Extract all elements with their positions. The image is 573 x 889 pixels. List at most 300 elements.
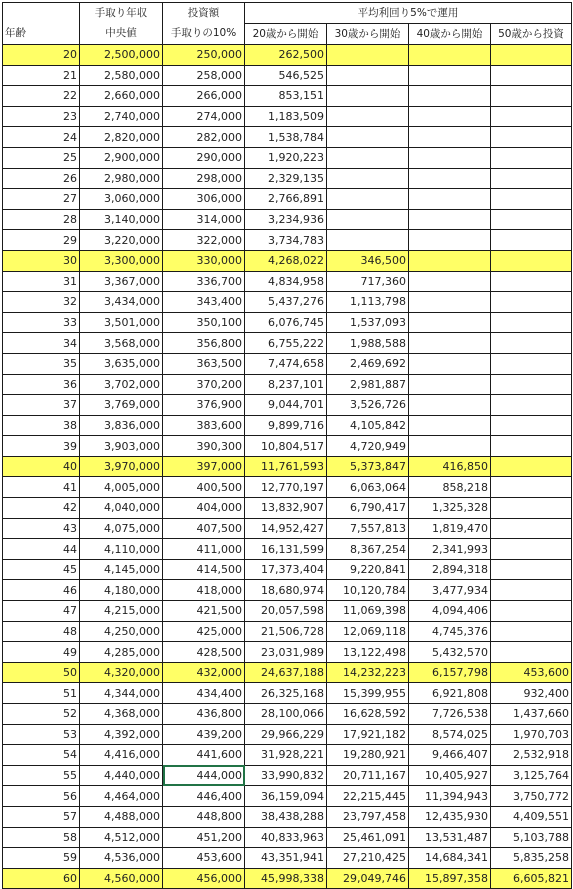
- cell-start-40[interactable]: [409, 65, 491, 86]
- cell-income[interactable]: 4,215,000: [80, 601, 163, 622]
- cell-start-50[interactable]: [491, 477, 572, 498]
- cell-income[interactable]: 2,900,000: [80, 147, 163, 168]
- header-income-top[interactable]: 手取り年収: [80, 3, 163, 24]
- cell-age[interactable]: 47: [3, 601, 80, 622]
- cell-start-40[interactable]: 6,921,808: [409, 683, 491, 704]
- cell-start-50[interactable]: [491, 415, 572, 436]
- cell-start-20[interactable]: 3,734,783: [245, 230, 327, 251]
- cell-age[interactable]: 31: [3, 271, 80, 292]
- cell-start-40[interactable]: [409, 168, 491, 189]
- cell-age[interactable]: 39: [3, 436, 80, 457]
- cell-start-40[interactable]: 4,745,376: [409, 621, 491, 642]
- cell-start-40[interactable]: 9,466,407: [409, 745, 491, 766]
- cell-start-50[interactable]: [491, 189, 572, 210]
- cell-start-40[interactable]: 1,325,328: [409, 498, 491, 519]
- cell-start-30[interactable]: 13,122,498: [327, 642, 409, 663]
- cell-start-50[interactable]: 5,103,788: [491, 827, 572, 848]
- cell-invest[interactable]: 298,000: [163, 168, 245, 189]
- cell-start-30[interactable]: 27,210,425: [327, 848, 409, 869]
- table-row: [3, 395, 572, 416]
- cell-start-50[interactable]: [491, 45, 572, 66]
- header-start-20[interactable]: 20歳から開始: [245, 24, 327, 45]
- cell-start-40[interactable]: [409, 353, 491, 374]
- cell-start-30[interactable]: [327, 45, 409, 66]
- cell-start-50[interactable]: [491, 127, 572, 148]
- table-row: [3, 827, 572, 848]
- cell-age[interactable]: 49: [3, 642, 80, 663]
- cell-invest[interactable]: 350,100: [163, 312, 245, 333]
- cell-age[interactable]: 21: [3, 65, 80, 86]
- cell-age[interactable]: 20: [3, 45, 80, 66]
- cell-start-20[interactable]: 12,770,197: [245, 477, 327, 498]
- cell-start-40[interactable]: [409, 395, 491, 416]
- cell-start-30[interactable]: [327, 106, 409, 127]
- cell-start-40[interactable]: [409, 45, 491, 66]
- cell-start-30[interactable]: [327, 86, 409, 107]
- cell-age[interactable]: 28: [3, 209, 80, 230]
- cell-age[interactable]: 46: [3, 580, 80, 601]
- cell-start-30[interactable]: 20,711,167: [327, 765, 409, 786]
- cell-income[interactable]: 3,140,000: [80, 209, 163, 230]
- cell-start-50[interactable]: [491, 353, 572, 374]
- cell-invest[interactable]: 441,600: [163, 745, 245, 766]
- cell-income[interactable]: 4,250,000: [80, 621, 163, 642]
- cell-start-40[interactable]: 2,341,993: [409, 539, 491, 560]
- cell-start-30[interactable]: 23,797,458: [327, 806, 409, 827]
- cell-invest[interactable]: 425,000: [163, 621, 245, 642]
- cell-start-50[interactable]: [491, 518, 572, 539]
- cell-start-50[interactable]: 453,600: [491, 662, 572, 683]
- header-income-median[interactable]: 中央値: [80, 24, 163, 45]
- cell-start-50[interactable]: [491, 395, 572, 416]
- cell-start-40[interactable]: 10,405,927: [409, 765, 491, 786]
- cell-start-50[interactable]: [491, 539, 572, 560]
- cell-start-50[interactable]: 3,125,764: [491, 765, 572, 786]
- cell-invest[interactable]: 336,700: [163, 271, 245, 292]
- cell-start-40[interactable]: [409, 374, 491, 395]
- cell-income[interactable]: 4,005,000: [80, 477, 163, 498]
- cell-start-40[interactable]: 13,531,487: [409, 827, 491, 848]
- cell-invest[interactable]: 448,800: [163, 806, 245, 827]
- cell-age[interactable]: 26: [3, 168, 80, 189]
- cell-start-50[interactable]: [491, 209, 572, 230]
- cell-start-30[interactable]: 4,105,842: [327, 415, 409, 436]
- cell-start-30[interactable]: 7,557,813: [327, 518, 409, 539]
- cell-start-50[interactable]: [491, 621, 572, 642]
- cell-income[interactable]: 3,220,000: [80, 230, 163, 251]
- cell-start-30[interactable]: 1,113,798: [327, 292, 409, 313]
- cell-income[interactable]: 4,464,000: [80, 786, 163, 807]
- cell-invest[interactable]: 314,000: [163, 209, 245, 230]
- cell-invest[interactable]: 306,000: [163, 189, 245, 210]
- cell-invest[interactable]: 421,500: [163, 601, 245, 622]
- cell-start-20[interactable]: 7,474,658: [245, 353, 327, 374]
- cell-start-40[interactable]: [409, 292, 491, 313]
- cell-start-50[interactable]: [491, 106, 572, 127]
- cell-start-30[interactable]: 2,981,887: [327, 374, 409, 395]
- cell-income[interactable]: 3,060,000: [80, 189, 163, 210]
- cell-start-30[interactable]: 15,399,955: [327, 683, 409, 704]
- cell-start-50[interactable]: [491, 312, 572, 333]
- header-yield-merged[interactable]: 平均利回り5%で運用: [245, 3, 572, 24]
- cell-start-20[interactable]: 36,159,094: [245, 786, 327, 807]
- cell-invest[interactable]: 266,000: [163, 86, 245, 107]
- cell-start-50[interactable]: 5,835,258: [491, 848, 572, 869]
- cell-age[interactable]: 38: [3, 415, 80, 436]
- cell-start-50[interactable]: [491, 65, 572, 86]
- cell-invest[interactable]: 274,000: [163, 106, 245, 127]
- cell-age[interactable]: 45: [3, 559, 80, 580]
- cell-start-20[interactable]: 38,438,288: [245, 806, 327, 827]
- cell-start-30[interactable]: [327, 189, 409, 210]
- cell-start-40[interactable]: 6,157,798: [409, 662, 491, 683]
- cell-start-40[interactable]: 15,897,358: [409, 868, 491, 889]
- cell-age[interactable]: 53: [3, 724, 80, 745]
- cell-start-40[interactable]: [409, 189, 491, 210]
- cell-start-20[interactable]: 40,833,963: [245, 827, 327, 848]
- cell-start-40[interactable]: 3,477,934: [409, 580, 491, 601]
- cell-age[interactable]: 24: [3, 127, 80, 148]
- cell-age[interactable]: 27: [3, 189, 80, 210]
- cell-age[interactable]: 51: [3, 683, 80, 704]
- cell-start-30[interactable]: 9,220,841: [327, 559, 409, 580]
- cell-start-30[interactable]: [327, 209, 409, 230]
- cell-start-50[interactable]: [491, 292, 572, 313]
- cell-start-50[interactable]: 932,400: [491, 683, 572, 704]
- header-start-50[interactable]: 50歳から投資: [491, 24, 572, 45]
- cell-start-20[interactable]: 26,325,168: [245, 683, 327, 704]
- cell-income[interactable]: 4,560,000: [80, 868, 163, 889]
- cell-start-30[interactable]: 5,373,847: [327, 456, 409, 477]
- cell-age[interactable]: 58: [3, 827, 80, 848]
- cell-start-50[interactable]: [491, 250, 572, 271]
- cell-start-30[interactable]: 25,461,091: [327, 827, 409, 848]
- cell-start-20[interactable]: 24,637,188: [245, 662, 327, 683]
- cell-age[interactable]: 36: [3, 374, 80, 395]
- cell-age[interactable]: 52: [3, 704, 80, 725]
- cell-start-40[interactable]: [409, 209, 491, 230]
- cell-start-20[interactable]: 1,920,223: [245, 147, 327, 168]
- cell-start-20[interactable]: 853,151: [245, 86, 327, 107]
- cell-start-20[interactable]: 28,100,066: [245, 704, 327, 725]
- cell-invest[interactable]: 453,600: [163, 848, 245, 869]
- cell-start-30[interactable]: 14,232,223: [327, 662, 409, 683]
- cell-start-50[interactable]: 4,409,551: [491, 806, 572, 827]
- cell-income[interactable]: 4,488,000: [80, 806, 163, 827]
- cell-start-40[interactable]: 14,684,341: [409, 848, 491, 869]
- cell-start-20[interactable]: 43,351,941: [245, 848, 327, 869]
- header-start-40[interactable]: 40歳から開始: [409, 24, 491, 45]
- cell-age[interactable]: 30: [3, 250, 80, 271]
- cell-invest[interactable]: 436,800: [163, 704, 245, 725]
- cell-invest[interactable]: 456,000: [163, 868, 245, 889]
- cell-invest[interactable]: 446,400: [163, 786, 245, 807]
- cell-invest[interactable]: 356,800: [163, 333, 245, 354]
- cell-start-40[interactable]: 416,850: [409, 456, 491, 477]
- cell-invest[interactable]: 322,000: [163, 230, 245, 251]
- cell-income[interactable]: 2,580,000: [80, 65, 163, 86]
- cell-start-50[interactable]: [491, 168, 572, 189]
- cell-income[interactable]: 4,110,000: [80, 539, 163, 560]
- cell-start-50[interactable]: [491, 230, 572, 251]
- cell-invest[interactable]: 290,000: [163, 147, 245, 168]
- cell-start-40[interactable]: 5,432,570: [409, 642, 491, 663]
- cell-invest[interactable]: 383,600: [163, 415, 245, 436]
- cell-start-40[interactable]: 4,094,406: [409, 601, 491, 622]
- cell-age[interactable]: 54: [3, 745, 80, 766]
- cell-invest[interactable]: 370,200: [163, 374, 245, 395]
- cell-start-30[interactable]: 1,537,093: [327, 312, 409, 333]
- cell-start-30[interactable]: [327, 230, 409, 251]
- cell-invest[interactable]: 282,000: [163, 127, 245, 148]
- cell-invest[interactable]: 330,000: [163, 250, 245, 271]
- cell-start-20[interactable]: 23,031,989: [245, 642, 327, 663]
- cell-age[interactable]: 60: [3, 868, 80, 889]
- cell-invest[interactable]: 411,000: [163, 539, 245, 560]
- cell-start-30[interactable]: 12,069,118: [327, 621, 409, 642]
- cell-start-20[interactable]: 5,437,276: [245, 292, 327, 313]
- cell-start-30[interactable]: 10,120,784: [327, 580, 409, 601]
- cell-start-40[interactable]: 7,726,538: [409, 704, 491, 725]
- cell-start-40[interactable]: [409, 312, 491, 333]
- cell-income[interactable]: 3,970,000: [80, 456, 163, 477]
- cell-start-30[interactable]: 16,628,592: [327, 704, 409, 725]
- cell-invest[interactable]: 343,400: [163, 292, 245, 313]
- cell-income[interactable]: 4,180,000: [80, 580, 163, 601]
- cell-age[interactable]: 44: [3, 539, 80, 560]
- cell-start-30[interactable]: 2,469,692: [327, 353, 409, 374]
- cell-start-40[interactable]: 11,394,943: [409, 786, 491, 807]
- cell-start-30[interactable]: 1,988,588: [327, 333, 409, 354]
- cell-age[interactable]: 43: [3, 518, 80, 539]
- cell-start-30[interactable]: 6,790,417: [327, 498, 409, 519]
- cell-start-20[interactable]: 17,373,404: [245, 559, 327, 580]
- cell-start-50[interactable]: [491, 559, 572, 580]
- cell-start-40[interactable]: [409, 147, 491, 168]
- cell-income[interactable]: 3,300,000: [80, 250, 163, 271]
- cell-start-20[interactable]: 6,076,745: [245, 312, 327, 333]
- cell-start-50[interactable]: 3,750,772: [491, 786, 572, 807]
- cell-invest[interactable]: 404,000: [163, 498, 245, 519]
- cell-start-50[interactable]: [491, 147, 572, 168]
- cell-age[interactable]: 37: [3, 395, 80, 416]
- cell-income[interactable]: 4,536,000: [80, 848, 163, 869]
- cell-start-20[interactable]: 21,506,728: [245, 621, 327, 642]
- cell-start-50[interactable]: [491, 498, 572, 519]
- cell-age[interactable]: 23: [3, 106, 80, 127]
- cell-invest[interactable]: 376,900: [163, 395, 245, 416]
- cell-start-50[interactable]: [491, 86, 572, 107]
- cell-income[interactable]: 2,500,000: [80, 45, 163, 66]
- cell-age[interactable]: 22: [3, 86, 80, 107]
- cell-start-30[interactable]: 29,049,746: [327, 868, 409, 889]
- cell-start-20[interactable]: 16,131,599: [245, 539, 327, 560]
- cell-start-40[interactable]: [409, 250, 491, 271]
- cell-start-20[interactable]: 45,998,338: [245, 868, 327, 889]
- cell-start-40[interactable]: [409, 333, 491, 354]
- cell-start-20[interactable]: 10,804,517: [245, 436, 327, 457]
- cell-invest[interactable]: 428,500: [163, 642, 245, 663]
- cell-start-50[interactable]: [491, 601, 572, 622]
- cell-start-30[interactable]: 6,063,064: [327, 477, 409, 498]
- cell-start-50[interactable]: [491, 436, 572, 457]
- cell-invest[interactable]: 390,300: [163, 436, 245, 457]
- cell-start-30[interactable]: 4,720,949: [327, 436, 409, 457]
- cell-age[interactable]: 29: [3, 230, 80, 251]
- cell-start-40[interactable]: 2,894,318: [409, 559, 491, 580]
- cell-start-40[interactable]: [409, 230, 491, 251]
- cell-start-20[interactable]: 13,832,907: [245, 498, 327, 519]
- cell-start-20[interactable]: 2,766,891: [245, 189, 327, 210]
- cell-age[interactable]: 50: [3, 662, 80, 683]
- cell-start-30[interactable]: 19,280,921: [327, 745, 409, 766]
- cell-age[interactable]: 42: [3, 498, 80, 519]
- cell-age[interactable]: 25: [3, 147, 80, 168]
- cell-start-40[interactable]: [409, 127, 491, 148]
- cell-income[interactable]: 3,903,000: [80, 436, 163, 457]
- cell-start-30[interactable]: [327, 147, 409, 168]
- cell-start-40[interactable]: [409, 86, 491, 107]
- cell-income[interactable]: 4,368,000: [80, 704, 163, 725]
- cell-income[interactable]: 2,980,000: [80, 168, 163, 189]
- cell-start-20[interactable]: 4,268,022: [245, 250, 327, 271]
- cell-start-40[interactable]: [409, 436, 491, 457]
- cell-income[interactable]: 4,512,000: [80, 827, 163, 848]
- cell-income[interactable]: 4,416,000: [80, 745, 163, 766]
- cell-start-30[interactable]: [327, 127, 409, 148]
- cell-start-30[interactable]: 11,069,398: [327, 601, 409, 622]
- cell-start-40[interactable]: 8,574,025: [409, 724, 491, 745]
- cell-start-20[interactable]: 2,329,135: [245, 168, 327, 189]
- cell-start-20[interactable]: 6,755,222: [245, 333, 327, 354]
- cell-start-20[interactable]: 8,237,101: [245, 374, 327, 395]
- cell-start-20[interactable]: 9,044,701: [245, 395, 327, 416]
- cell-invest[interactable]: 407,500: [163, 518, 245, 539]
- cell-start-50[interactable]: 1,970,703: [491, 724, 572, 745]
- cell-start-20[interactable]: 11,761,593: [245, 456, 327, 477]
- cell-start-20[interactable]: 18,680,974: [245, 580, 327, 601]
- cell-income[interactable]: 3,702,000: [80, 374, 163, 395]
- cell-invest[interactable]: 397,000: [163, 456, 245, 477]
- header-invest-10pct[interactable]: 手取りの10%: [163, 24, 245, 45]
- cell-start-30[interactable]: [327, 65, 409, 86]
- cell-invest[interactable]: 439,200: [163, 724, 245, 745]
- cell-age[interactable]: 32: [3, 292, 80, 313]
- cell-age[interactable]: 34: [3, 333, 80, 354]
- cell-start-50[interactable]: 2,532,918: [491, 745, 572, 766]
- cell-invest[interactable]: 432,000: [163, 662, 245, 683]
- cell-age[interactable]: 40: [3, 456, 80, 477]
- cell-income[interactable]: 4,040,000: [80, 498, 163, 519]
- cell-income[interactable]: 3,367,000: [80, 271, 163, 292]
- cell-age[interactable]: 57: [3, 806, 80, 827]
- cell-start-50[interactable]: [491, 642, 572, 663]
- header-age-top-cell[interactable]: [3, 3, 80, 24]
- cell-start-40[interactable]: 12,435,930: [409, 806, 491, 827]
- cell-age[interactable]: 35: [3, 353, 80, 374]
- cell-start-30[interactable]: 3,526,726: [327, 395, 409, 416]
- cell-age[interactable]: 33: [3, 312, 80, 333]
- header-age[interactable]: 年齢: [3, 24, 80, 45]
- header-invest-top[interactable]: 投資額: [163, 3, 245, 24]
- cell-income[interactable]: 2,820,000: [80, 127, 163, 148]
- cell-start-30[interactable]: 717,360: [327, 271, 409, 292]
- cell-start-50[interactable]: [491, 333, 572, 354]
- cell-invest[interactable]: 258,000: [163, 65, 245, 86]
- cell-income[interactable]: 3,501,000: [80, 312, 163, 333]
- cell-age[interactable]: 41: [3, 477, 80, 498]
- cell-invest[interactable]: 363,500: [163, 353, 245, 374]
- cell-start-20[interactable]: 29,966,229: [245, 724, 327, 745]
- cell-income[interactable]: 4,075,000: [80, 518, 163, 539]
- cell-start-20[interactable]: 262,500: [245, 45, 327, 66]
- cell-start-40[interactable]: 1,819,470: [409, 518, 491, 539]
- cell-income[interactable]: 4,392,000: [80, 724, 163, 745]
- cell-start-40[interactable]: [409, 106, 491, 127]
- cell-start-20[interactable]: 546,525: [245, 65, 327, 86]
- cell-age[interactable]: 55: [3, 765, 80, 786]
- cell-income[interactable]: 4,320,000: [80, 662, 163, 683]
- cell-income[interactable]: 4,440,000: [80, 765, 163, 786]
- cell-invest[interactable]: 250,000: [163, 45, 245, 66]
- cell-start-20[interactable]: 1,538,784: [245, 127, 327, 148]
- cell-invest[interactable]: 414,500: [163, 559, 245, 580]
- cell-invest[interactable]: 434,400: [163, 683, 245, 704]
- cell-income[interactable]: 2,740,000: [80, 106, 163, 127]
- cell-income[interactable]: 3,568,000: [80, 333, 163, 354]
- cell-age[interactable]: 59: [3, 848, 80, 869]
- cell-start-30[interactable]: [327, 168, 409, 189]
- cell-income[interactable]: 4,344,000: [80, 683, 163, 704]
- header-start-30[interactable]: 30歳から開始: [327, 24, 409, 45]
- cell-invest[interactable]: 400,500: [163, 477, 245, 498]
- cell-income[interactable]: 3,434,000: [80, 292, 163, 313]
- cell-start-30[interactable]: 346,500: [327, 250, 409, 271]
- cell-invest[interactable]: 444,000: [163, 765, 245, 786]
- cell-start-20[interactable]: 3,234,936: [245, 209, 327, 230]
- cell-income[interactable]: 4,285,000: [80, 642, 163, 663]
- cell-start-30[interactable]: 22,215,445: [327, 786, 409, 807]
- cell-age[interactable]: 48: [3, 621, 80, 642]
- cell-income[interactable]: 2,660,000: [80, 86, 163, 107]
- cell-age[interactable]: 56: [3, 786, 80, 807]
- cell-start-50[interactable]: [491, 374, 572, 395]
- cell-start-40[interactable]: 858,218: [409, 477, 491, 498]
- cell-invest[interactable]: 451,200: [163, 827, 245, 848]
- cell-start-50[interactable]: 6,605,821: [491, 868, 572, 889]
- cell-start-50[interactable]: [491, 580, 572, 601]
- cell-income[interactable]: 3,635,000: [80, 353, 163, 374]
- cell-income[interactable]: 3,836,000: [80, 415, 163, 436]
- cell-start-30[interactable]: 17,921,182: [327, 724, 409, 745]
- cell-income[interactable]: 4,145,000: [80, 559, 163, 580]
- cell-start-50[interactable]: [491, 271, 572, 292]
- cell-start-20[interactable]: 31,928,221: [245, 745, 327, 766]
- cell-start-20[interactable]: 4,834,958: [245, 271, 327, 292]
- cell-start-50[interactable]: [491, 456, 572, 477]
- cell-start-30[interactable]: 8,367,254: [327, 539, 409, 560]
- cell-start-20[interactable]: 20,057,598: [245, 601, 327, 622]
- cell-start-40[interactable]: [409, 415, 491, 436]
- cell-income[interactable]: 3,769,000: [80, 395, 163, 416]
- cell-start-20[interactable]: 14,952,427: [245, 518, 327, 539]
- cell-start-20[interactable]: 9,899,716: [245, 415, 327, 436]
- cell-start-40[interactable]: [409, 271, 491, 292]
- cell-start-50[interactable]: 1,437,660: [491, 704, 572, 725]
- cell-start-20[interactable]: 33,990,832: [245, 765, 327, 786]
- cell-start-20[interactable]: 1,183,509: [245, 106, 327, 127]
- cell-invest[interactable]: 418,000: [163, 580, 245, 601]
